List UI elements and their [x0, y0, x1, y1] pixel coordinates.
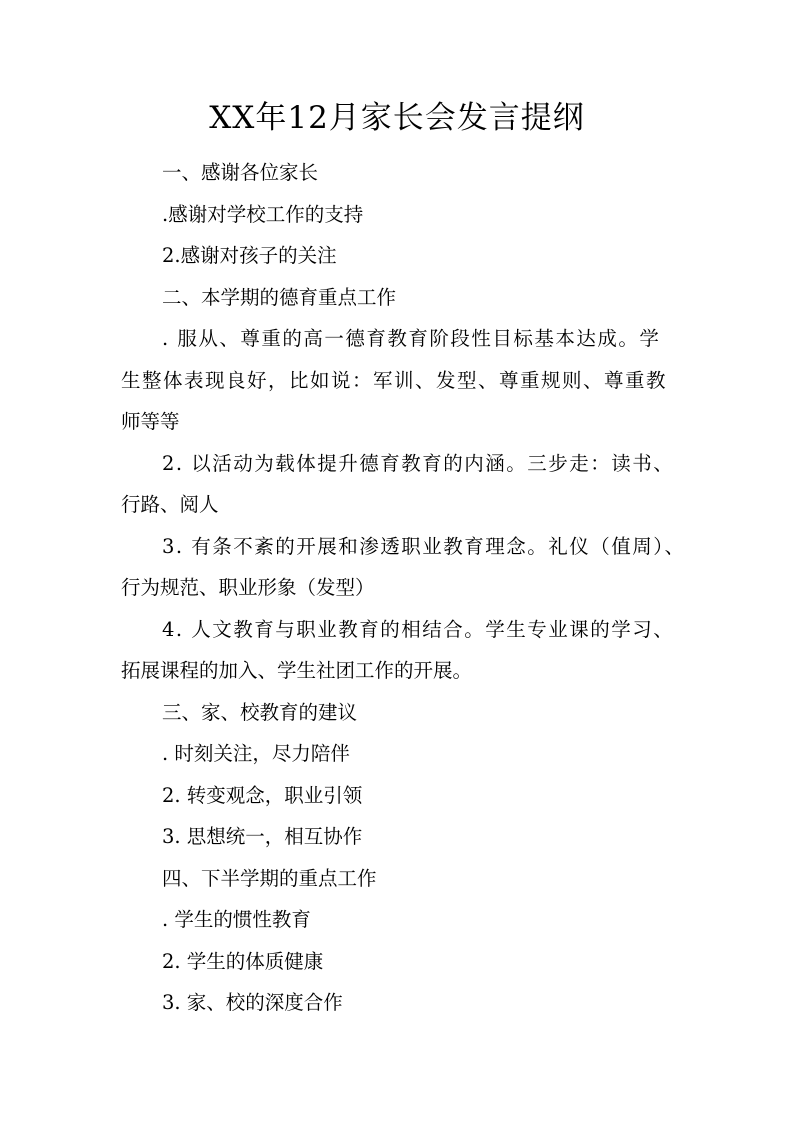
paragraph-line: 行路、阅人 [121, 493, 219, 516]
paragraph-line: 拓展课程的加入、学生社团工作的开展。 [121, 659, 473, 682]
section-heading-2: 二、本学期的德育重点工作 [162, 285, 397, 309]
section-heading-1: 一、感谢各位家长 [162, 161, 319, 184]
list-item: 2. 转变观念，职业引领 [162, 783, 363, 807]
list-item: 3. 家、校的深度合作 [162, 991, 343, 1014]
list-item: .感谢对学校工作的支持 [162, 202, 364, 226]
section-heading-3: 三、家、校教育的建议 [162, 700, 358, 724]
paragraph-line: 师等等 [121, 410, 180, 433]
list-item: . 时刻关注，尽力陪伴 [162, 742, 350, 765]
document-body [121, 152, 701, 1024]
list-item: 3. 思想统一，相互协作 [162, 825, 363, 848]
list-item: 2. 学生的体质健康 [162, 949, 324, 973]
list-item: 2.感谢对孩子的关注 [162, 244, 337, 267]
paragraph-line: 行为规范、职业形象（发型） [121, 576, 375, 599]
paragraph-line: 4. 人文教育与职业教育的相结合。学生专业课的学习、 [162, 617, 675, 641]
paragraph-line: 3. 有条不紊的开展和渗透职业教育理念。礼仪（值周）、 [162, 534, 686, 558]
list-item: . 学生的惯性教育 [162, 908, 311, 931]
paragraph-line: 2. 以活动为载体提升德育教育的内涵。三步走：读书、 [162, 451, 675, 475]
section-heading-4: 四、下半学期的重点工作 [162, 866, 377, 890]
paragraph-line: 生整体表现良好，比如说：军训、发型、尊重规则、尊重教 [121, 368, 668, 392]
document-title: XX年12月家长会发言提纲 [209, 100, 585, 136]
paragraph-line: . 服从、尊重的高一德育教育阶段性目标基本达成。学 [162, 327, 661, 350]
